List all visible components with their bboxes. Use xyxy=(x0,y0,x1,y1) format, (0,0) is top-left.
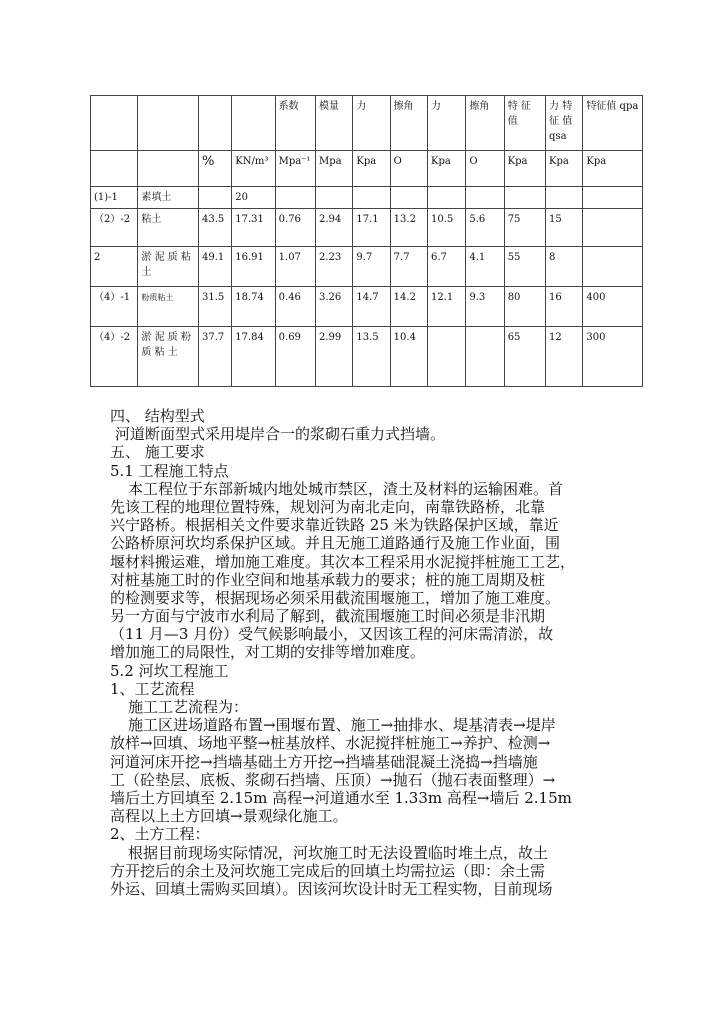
header-cell xyxy=(138,96,199,151)
table-cell: 2.94 xyxy=(316,209,353,247)
table-cell: （4）-2 xyxy=(91,327,138,387)
table-cell xyxy=(546,187,583,209)
paragraph-line: 先该工程的地理位置特殊，规划河为南北走向，南靠铁路桥，北靠 xyxy=(110,497,546,516)
unit-cell: Mpa⁻¹ xyxy=(275,151,315,187)
table-row xyxy=(91,287,643,327)
unit-cell xyxy=(138,151,199,187)
soil-parameter-table xyxy=(90,95,643,387)
table-cell: 2 xyxy=(91,247,138,287)
paragraph-line: 施工工艺流程为： xyxy=(128,698,249,716)
document-body xyxy=(110,407,624,898)
table-cell: 5.6 xyxy=(466,209,504,247)
paragraph-line: 公路桥原河坎均系保护区域。并且无施工道路通行及施工作业面，围 xyxy=(110,534,561,553)
table-cell xyxy=(428,187,466,209)
header-cell: 力 特 征 值 qsa xyxy=(546,96,583,151)
header-cell xyxy=(198,96,231,151)
unit-cell: Mpa xyxy=(316,151,353,187)
paragraph-line: 河道河床开挖→挡墙基础土方开挖→挡墙基础混凝土浇捣→挡墙施 xyxy=(110,752,538,771)
header-cell: 系数 xyxy=(275,96,315,151)
header-cell: 力 xyxy=(428,96,466,151)
list-heading: 2、土方工程： xyxy=(110,825,210,844)
table-row xyxy=(91,327,643,387)
table-cell: 0.76 xyxy=(275,209,315,247)
table-cell: 300 xyxy=(583,327,643,387)
table-cell: 16.91 xyxy=(232,247,275,287)
unit-cell: KN/m³ xyxy=(232,151,275,187)
table-cell: 12 xyxy=(546,327,583,387)
paragraph-line: 放样→回填、场地平整→桩基放样、水泥搅拌桩施工→养护、检测→ xyxy=(110,734,551,753)
section-heading: 五、 施工要求 xyxy=(110,443,205,462)
table-row xyxy=(91,247,643,287)
table-cell: 0.46 xyxy=(275,287,315,327)
table-cell: 43.5 xyxy=(198,209,231,247)
table-cell: 31.5 xyxy=(198,287,231,327)
table-cell: 17.31 xyxy=(232,209,275,247)
list-heading: 1、工艺流程 xyxy=(110,679,195,698)
table-cell: 13.2 xyxy=(390,209,427,247)
header-cell xyxy=(232,96,275,151)
paragraph-line: 工（砼垫层、底板、浆砌石挡墙、压顶）→抛石（抛石表面整理）→ xyxy=(110,770,556,789)
table-cell: （4）-1 xyxy=(91,287,138,327)
header-cell: 模量 xyxy=(316,96,353,151)
subsection-heading: 5.2 河坎工程施工 xyxy=(110,661,229,680)
table-cell: 淤 泥 质 粉 质 粘 土 xyxy=(138,327,199,387)
table-cell: 13.5 xyxy=(353,327,390,387)
table-cell: 75 xyxy=(504,209,545,247)
header-cell: 力 xyxy=(353,96,390,151)
table-cell: 65 xyxy=(504,327,545,387)
table-cell: 素填土 xyxy=(138,187,199,209)
unit-cell: Kpa xyxy=(504,151,545,187)
unit-cell: Kpa xyxy=(583,151,643,187)
unit-cell: Kpa xyxy=(546,151,583,187)
table-cell: 14.2 xyxy=(390,287,427,327)
unit-cell: Kpa xyxy=(428,151,466,187)
header-cell: 特 征 值 xyxy=(504,96,545,151)
table-cell: 10.4 xyxy=(390,327,427,387)
paragraph-line: 增加施工的局限性，对工期的安排等增加难度。 xyxy=(110,643,426,662)
table-cell: 10.5 xyxy=(428,209,466,247)
subsection-heading: 5.1 工程施工特点 xyxy=(110,461,229,480)
table-cell: 8 xyxy=(546,247,583,287)
paragraph-line: 本工程位于东部新城内地处城市禁区，渣土及材料的运输困难。首 xyxy=(128,479,564,498)
header-cell xyxy=(91,96,138,151)
table-cell: 20 xyxy=(232,187,275,209)
table-cell xyxy=(198,187,231,209)
table-cell: 15 xyxy=(546,209,583,247)
table-cell: 粉质粘土 xyxy=(138,287,199,327)
unit-cell: % xyxy=(198,151,231,187)
table-cell: （2）-2 xyxy=(91,209,138,247)
table-cell xyxy=(428,327,466,387)
table-cell: 12.1 xyxy=(428,287,466,327)
paragraph-line: 墙后土方回填至 2.15m 高程→河道通水至 1.33m 高程→墙后 2.15m xyxy=(110,788,572,807)
table-cell: 9.3 xyxy=(466,287,504,327)
unit-cell: O xyxy=(390,151,427,187)
unit-cell: Kpa xyxy=(353,151,390,187)
paragraph-line: 河道断面型式采用堤岸合一的浆砌石重力式挡墙。 xyxy=(115,425,446,444)
table-cell: 9.7 xyxy=(353,247,390,287)
unit-cell: O xyxy=(466,151,504,187)
paragraph-line: 高程以上土方回填→景观绿化施工。 xyxy=(110,807,348,826)
table-cell xyxy=(466,187,504,209)
table-cell: 2.23 xyxy=(316,247,353,287)
paragraph-line: 根据目前现场实际情况，河坎施工时无法设置临时堆土点，故土 xyxy=(128,843,549,862)
table-row xyxy=(91,209,643,247)
header-cell: 擦角 xyxy=(390,96,427,151)
paragraph-line: （11 月—3 月份）受气候影响最小，又因该工程的河床需清淤，故 xyxy=(110,625,554,644)
table-cell: 0.69 xyxy=(275,327,315,387)
table-cell xyxy=(353,187,390,209)
table-cell: 淤 泥 质 粘土 xyxy=(138,247,199,287)
table-cell: 55 xyxy=(504,247,545,287)
paragraph-line: 的检测要求等，根据现场必须采用截流围堰施工，增加了施工难度。 xyxy=(110,588,561,607)
table-cell: 7.7 xyxy=(390,247,427,287)
table-cell xyxy=(390,187,427,209)
table-cell: 49.1 xyxy=(198,247,231,287)
table-cell xyxy=(504,187,545,209)
table-cell: 17.1 xyxy=(353,209,390,247)
table-cell xyxy=(466,327,504,387)
paragraph-line: 对桩基施工时的作业空间和地基承载力的要求；桩的施工周期及桩 xyxy=(110,570,546,589)
table-cell: 14.7 xyxy=(353,287,390,327)
table-cell xyxy=(583,209,643,247)
table-cell: 16 xyxy=(546,287,583,327)
header-row-1 xyxy=(91,96,643,151)
table-cell: 粘土 xyxy=(138,209,199,247)
header-cell: 特征值 qpa xyxy=(583,96,643,151)
table-cell: 6.7 xyxy=(428,247,466,287)
paragraph-line: 堰材料搬运难，增加施工难度。其次本工程采用水泥搅拌桩施工工艺， xyxy=(110,552,576,571)
table-cell: 18.74 xyxy=(232,287,275,327)
table-cell: 80 xyxy=(504,287,545,327)
paragraph-line: 兴宁路桥。根据相关文件要求靠近铁路 25 米为铁路保护区域，靠近 xyxy=(110,516,559,535)
header-row-2 xyxy=(91,151,643,187)
table-cell: 37.7 xyxy=(198,327,231,387)
table-cell xyxy=(316,187,353,209)
table-cell xyxy=(583,187,643,209)
table-cell: (1)-1 xyxy=(91,187,138,209)
table-cell xyxy=(275,187,315,209)
section-heading: 四、 结构型式 xyxy=(110,407,205,425)
table-cell: 1.07 xyxy=(275,247,315,287)
header-cell: 擦角 xyxy=(466,96,504,151)
paragraph-line: 外运、回填土需购买回填）。因该河坎设计时无工程实物，目前现场 xyxy=(110,879,553,898)
paragraph-line: 施工区进场道路布置→围堰布置、施工→抽排水、堤基清表→堤岸 xyxy=(128,716,556,735)
paragraph-line: 另一方面与宁波市水利局了解到，截流围堰施工时间必须是非汛期 xyxy=(110,607,546,626)
table-cell: 3.26 xyxy=(316,287,353,327)
unit-cell xyxy=(91,151,138,187)
table-row xyxy=(91,187,643,209)
table-cell: 2.99 xyxy=(316,327,353,387)
table-cell: 4.1 xyxy=(466,247,504,287)
table-cell: 17.84 xyxy=(232,327,275,387)
table-cell xyxy=(583,247,643,287)
table-cell: 400 xyxy=(583,287,643,327)
paragraph-line: 方开挖后的余土及河坎施工完成后的回填土均需拉运（即：余土需 xyxy=(110,861,546,880)
